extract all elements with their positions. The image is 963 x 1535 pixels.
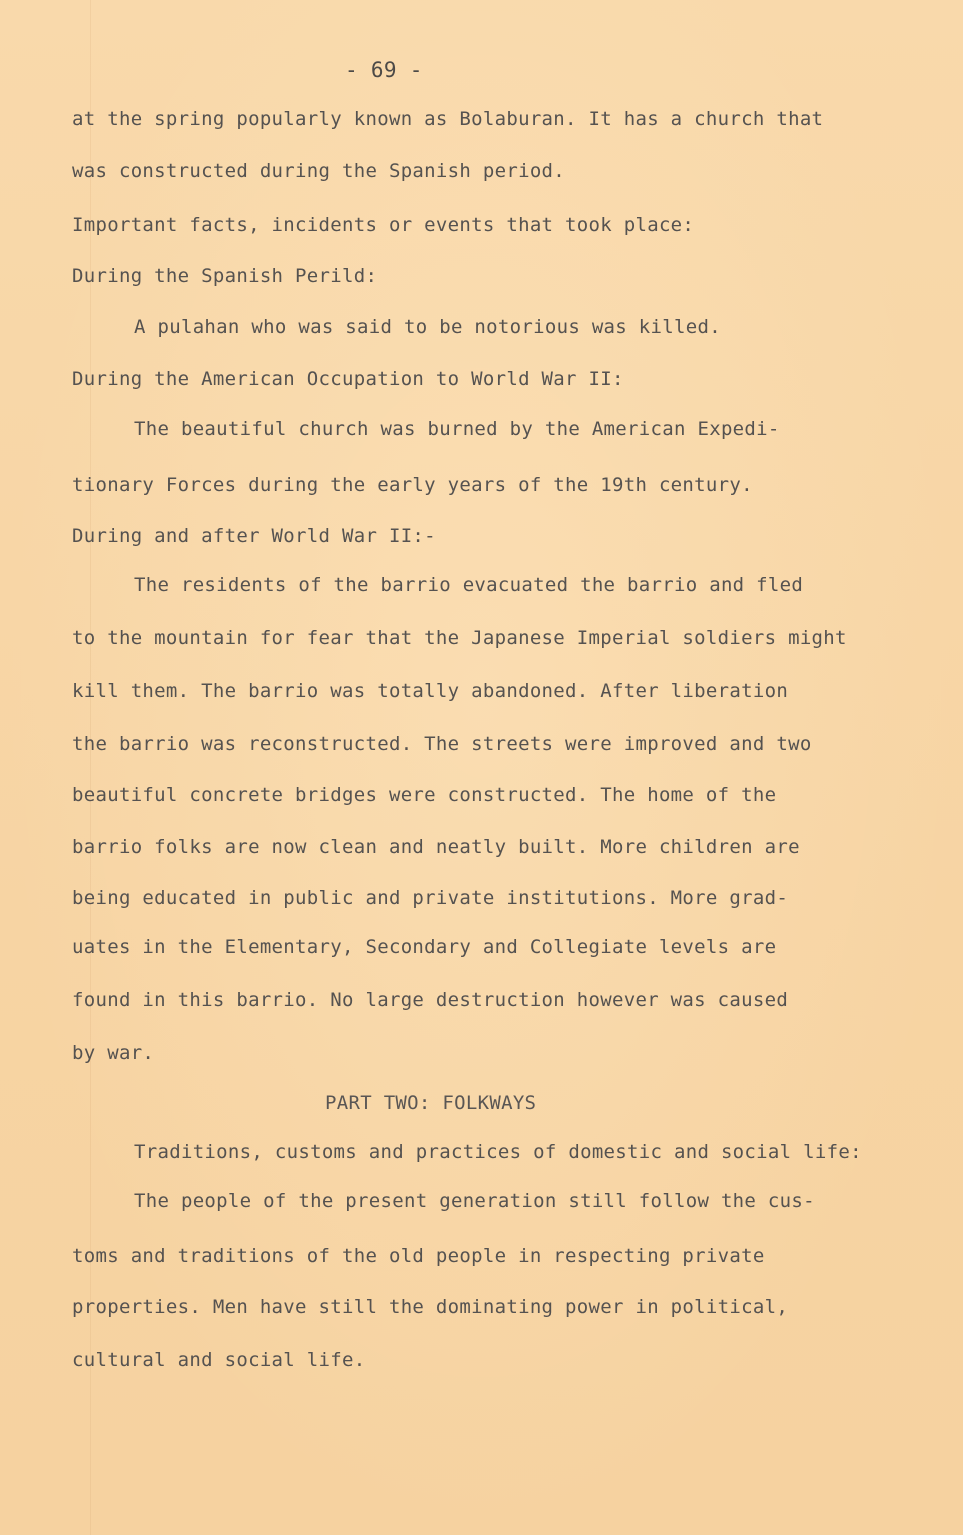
section-heading: Important facts, incidents or events that took place: <box>72 214 695 236</box>
text-line: toms and traditions of the old people in respecting private <box>72 1245 765 1267</box>
text-line: A pulahan who was said to be notorious was killed. <box>134 316 721 338</box>
text-line: being educated in public and private institutions. More grad- <box>72 887 789 909</box>
text-line: beautiful concrete bridges were constructed. The home of the <box>72 784 777 806</box>
text-line: The people of the present generation still follow the cus- <box>134 1190 815 1212</box>
text-line: cultural and social life. <box>72 1349 366 1371</box>
text-line: was constructed during the Spanish period. <box>72 160 566 182</box>
text-line: the barrio was reconstructed. The streets were improved and two <box>72 733 812 755</box>
text-line: uates in the Elementary, Secondary and Collegiate levels are <box>72 936 777 958</box>
text-line: barrio folks are now clean and neatly built. More children are <box>72 836 800 858</box>
text-line: properties. Men have still the dominating power in political, <box>72 1296 789 1318</box>
text-line: The beautiful church was burned by the American Expedi- <box>134 418 780 440</box>
text-line: by war. <box>72 1042 155 1064</box>
text-line: The residents of the barrio evacuated the barrio and fled <box>134 574 804 596</box>
section-heading: Traditions, customs and practices of domestic and social life: <box>134 1141 862 1163</box>
section-heading: During the American Occupation to World War II: <box>72 368 624 390</box>
section-heading: During and after World War II:- <box>72 525 436 547</box>
text-line: kill them. The barrio was totally abandoned. After liberation <box>72 680 789 702</box>
page-number: - 69 - <box>345 58 423 82</box>
section-heading: During the Spanish Perild: <box>72 265 378 287</box>
text-line: to the mountain for fear that the Japanese Imperial soldiers might <box>72 627 847 649</box>
text-line: tionary Forces during the early years of the 19th century. <box>72 474 753 496</box>
text-line: at the spring popularly known as Bolaburan. It has a church that <box>72 108 824 130</box>
text-line: found in this barrio. No large destruction however was caused <box>72 989 789 1011</box>
part-heading: PART TWO: FOLKWAYS <box>325 1092 537 1114</box>
